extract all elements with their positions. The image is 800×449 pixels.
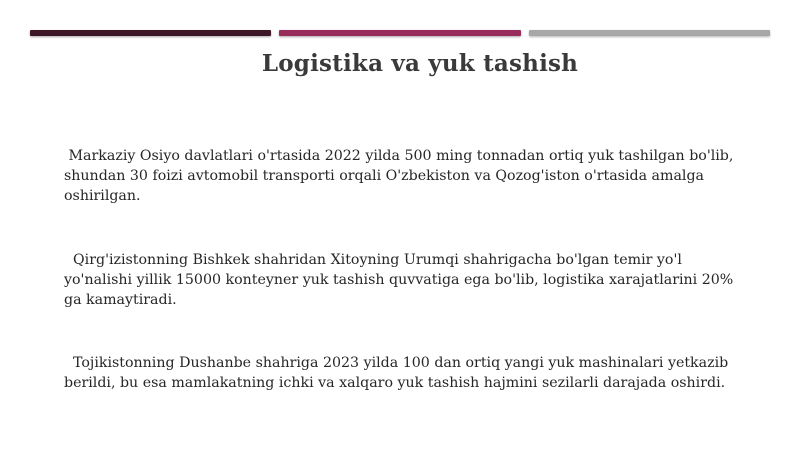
paragraph-central-asia-cargo: Markaziy Osiyo davlatlari o'rtasida 2022 yilda 500 ming tonnadan ortiq yuk tashilgan bo'lib, shundan 30 foizi avtomobil transporti orqali O'zbekiston va Qozog'iston o'rtasida amalga oshirilgan. <box>64 148 738 204</box>
paragraph-dushanbe-trucks: Tojikistonning Dushanbe shahriga 2023 yilda 100 dan ortiq yangi yuk mashinalari yetkazib berildi, bu esa mamlakatning ichki va xalqaro yuk tashish hajmini sezilarli darajada oshirdi. <box>64 355 733 391</box>
paragraph-bishkek-urumqi-railway: Qirg'izistonning Bishkek shahridan Xitoyning Urumqi shahrigacha bo'lgan temir yo'l yo'nalishi yillik 15000 konteyner yuk tashish quvvatiga ega bo'lib, logistika xarajatlarini 20% ga kamaytiradi. <box>64 252 738 308</box>
accent-bar-magenta <box>279 30 521 36</box>
accent-bar-gray <box>529 30 770 36</box>
accent-bar-dark <box>30 30 271 36</box>
slide-title: Logistika va yuk tashish <box>261 50 579 77</box>
